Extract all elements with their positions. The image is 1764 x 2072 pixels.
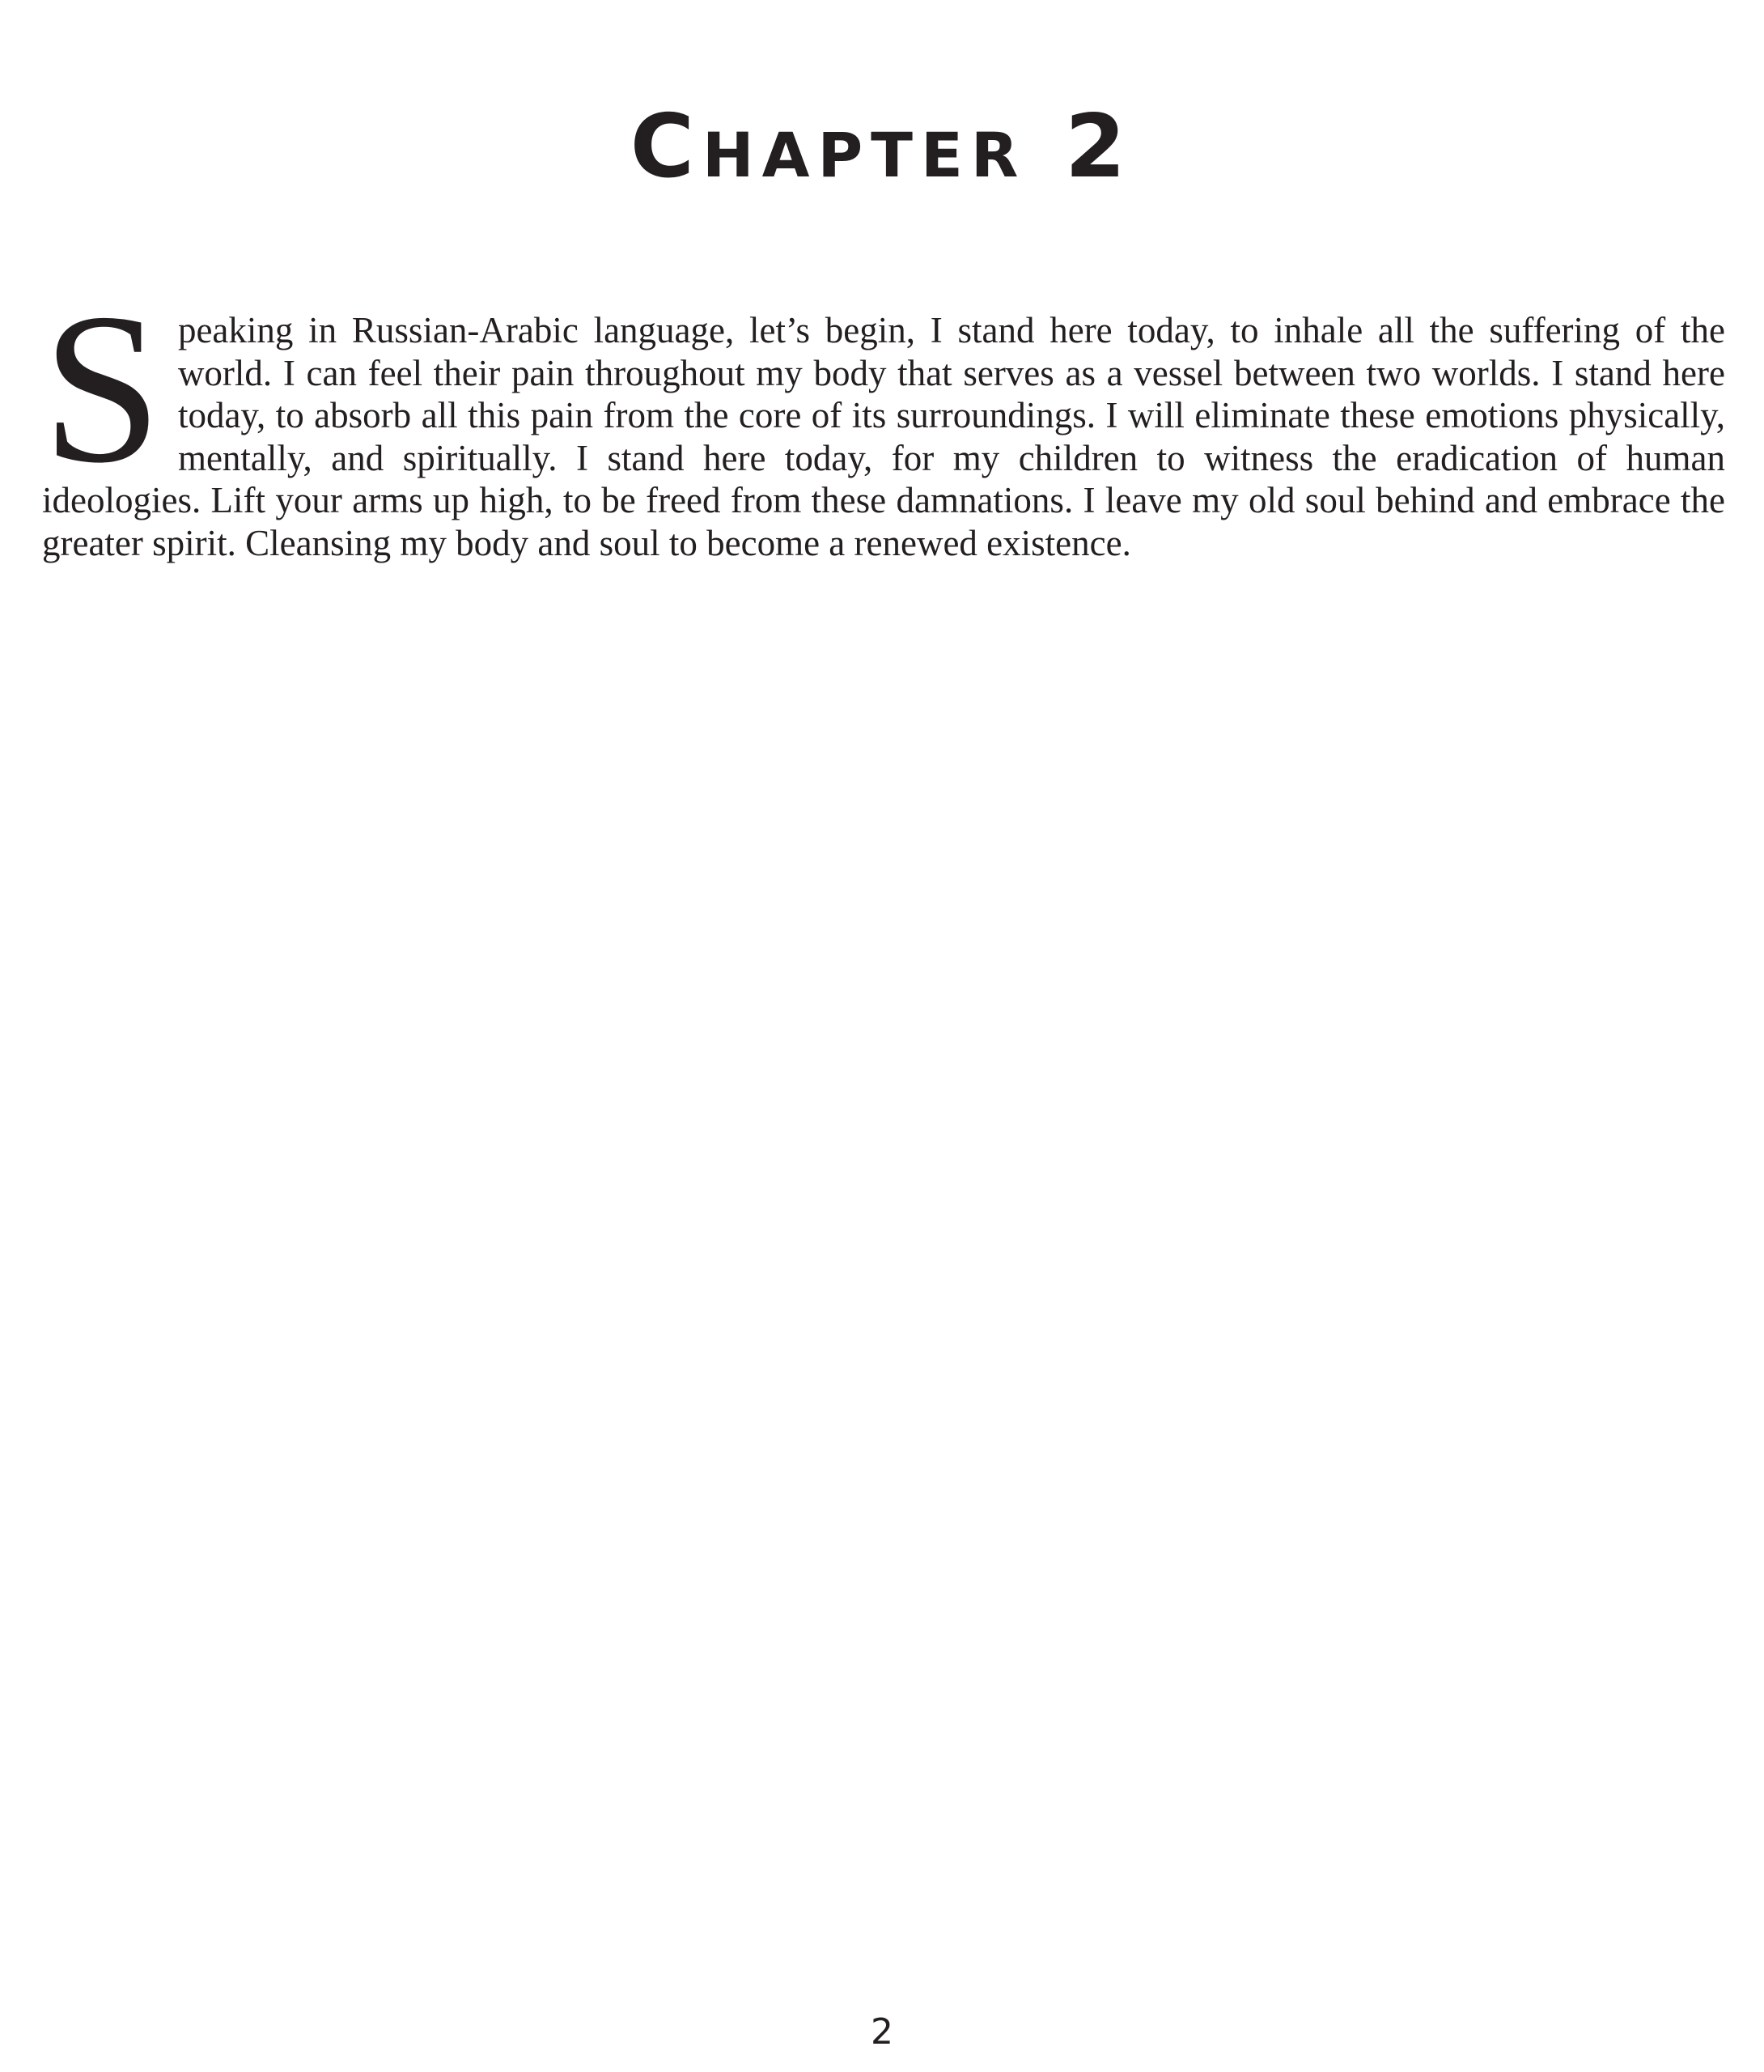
chapter-paragraph xyxy=(42,269,1725,564)
chapter-title: Chapter 2 xyxy=(630,96,1134,198)
page-number: 2 xyxy=(871,2011,893,2053)
drop-cap-letter: S xyxy=(42,269,162,507)
paragraph-text: peaking in Russian-Arabic language, let’s begin, I stand here today, to inhale all the suffering of the world. I can feel their pain throughout my body that serves as a vessel between two worlds. I stand here today, to absorb all this pain from the core of its surroundings. I will eliminate these emotions physically, mentally, and spiritually. I stand here today, for my children to witness the eradication of human ideologies. Lift your arms up high, to be freed from these damnations. I leave my old soul behind and embrace the greater spirit. Cleansing my body and soul to become a renewed existence. xyxy=(42,310,1725,563)
